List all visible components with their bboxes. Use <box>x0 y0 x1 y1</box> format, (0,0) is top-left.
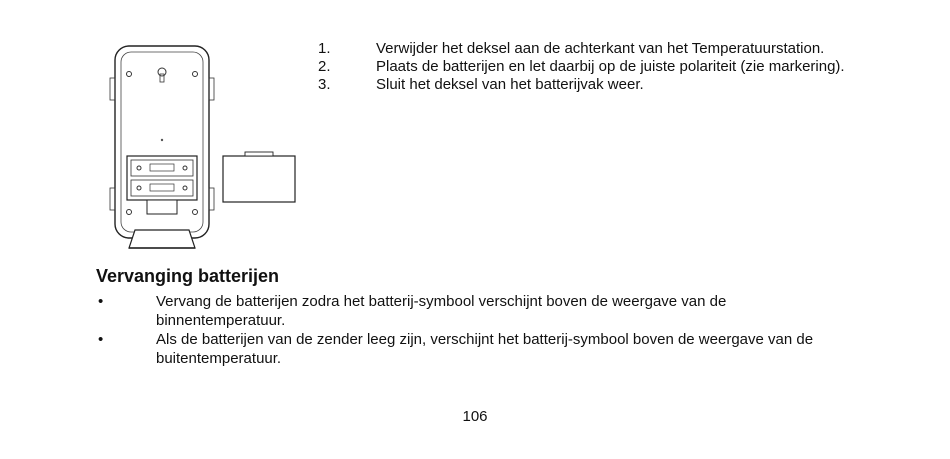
step-item <box>318 76 878 94</box>
step-text: Sluit het deksel van het batterijvak weer. <box>376 76 644 93</box>
bullet-item <box>98 292 858 330</box>
bullet-text: Als de batterijen van de zender leeg zijn, verschijnt het batterij-symbool boven de weergave van de buitentemperatuur. <box>156 331 814 367</box>
station-drawing <box>105 38 305 260</box>
station-back-illustration <box>105 38 305 260</box>
step-number: 2. <box>318 58 331 75</box>
step-number: 1. <box>318 40 331 57</box>
instruction-steps <box>318 40 878 94</box>
step-number: 3. <box>318 76 331 93</box>
bullet-dot: • <box>98 293 104 310</box>
bullet-dot: • <box>98 331 104 348</box>
step-text: Verwijder het deksel aan de achterkant van het Temperatuurstation. <box>376 40 825 57</box>
step-item <box>318 40 878 58</box>
page-number: 106 <box>462 408 488 425</box>
section-heading: Vervanging batterijen <box>96 266 280 286</box>
step-text: Plaats de batterijen en let daarbij op de juiste polariteit (zie markering). <box>376 58 845 75</box>
step-item <box>318 58 878 76</box>
bullet-item <box>98 330 858 368</box>
bullet-list <box>98 292 858 368</box>
bullet-text: Vervang de batterijen zodra het batterij-symbool verschijnt boven de weergave van de binnentemperatuur. <box>156 293 727 329</box>
